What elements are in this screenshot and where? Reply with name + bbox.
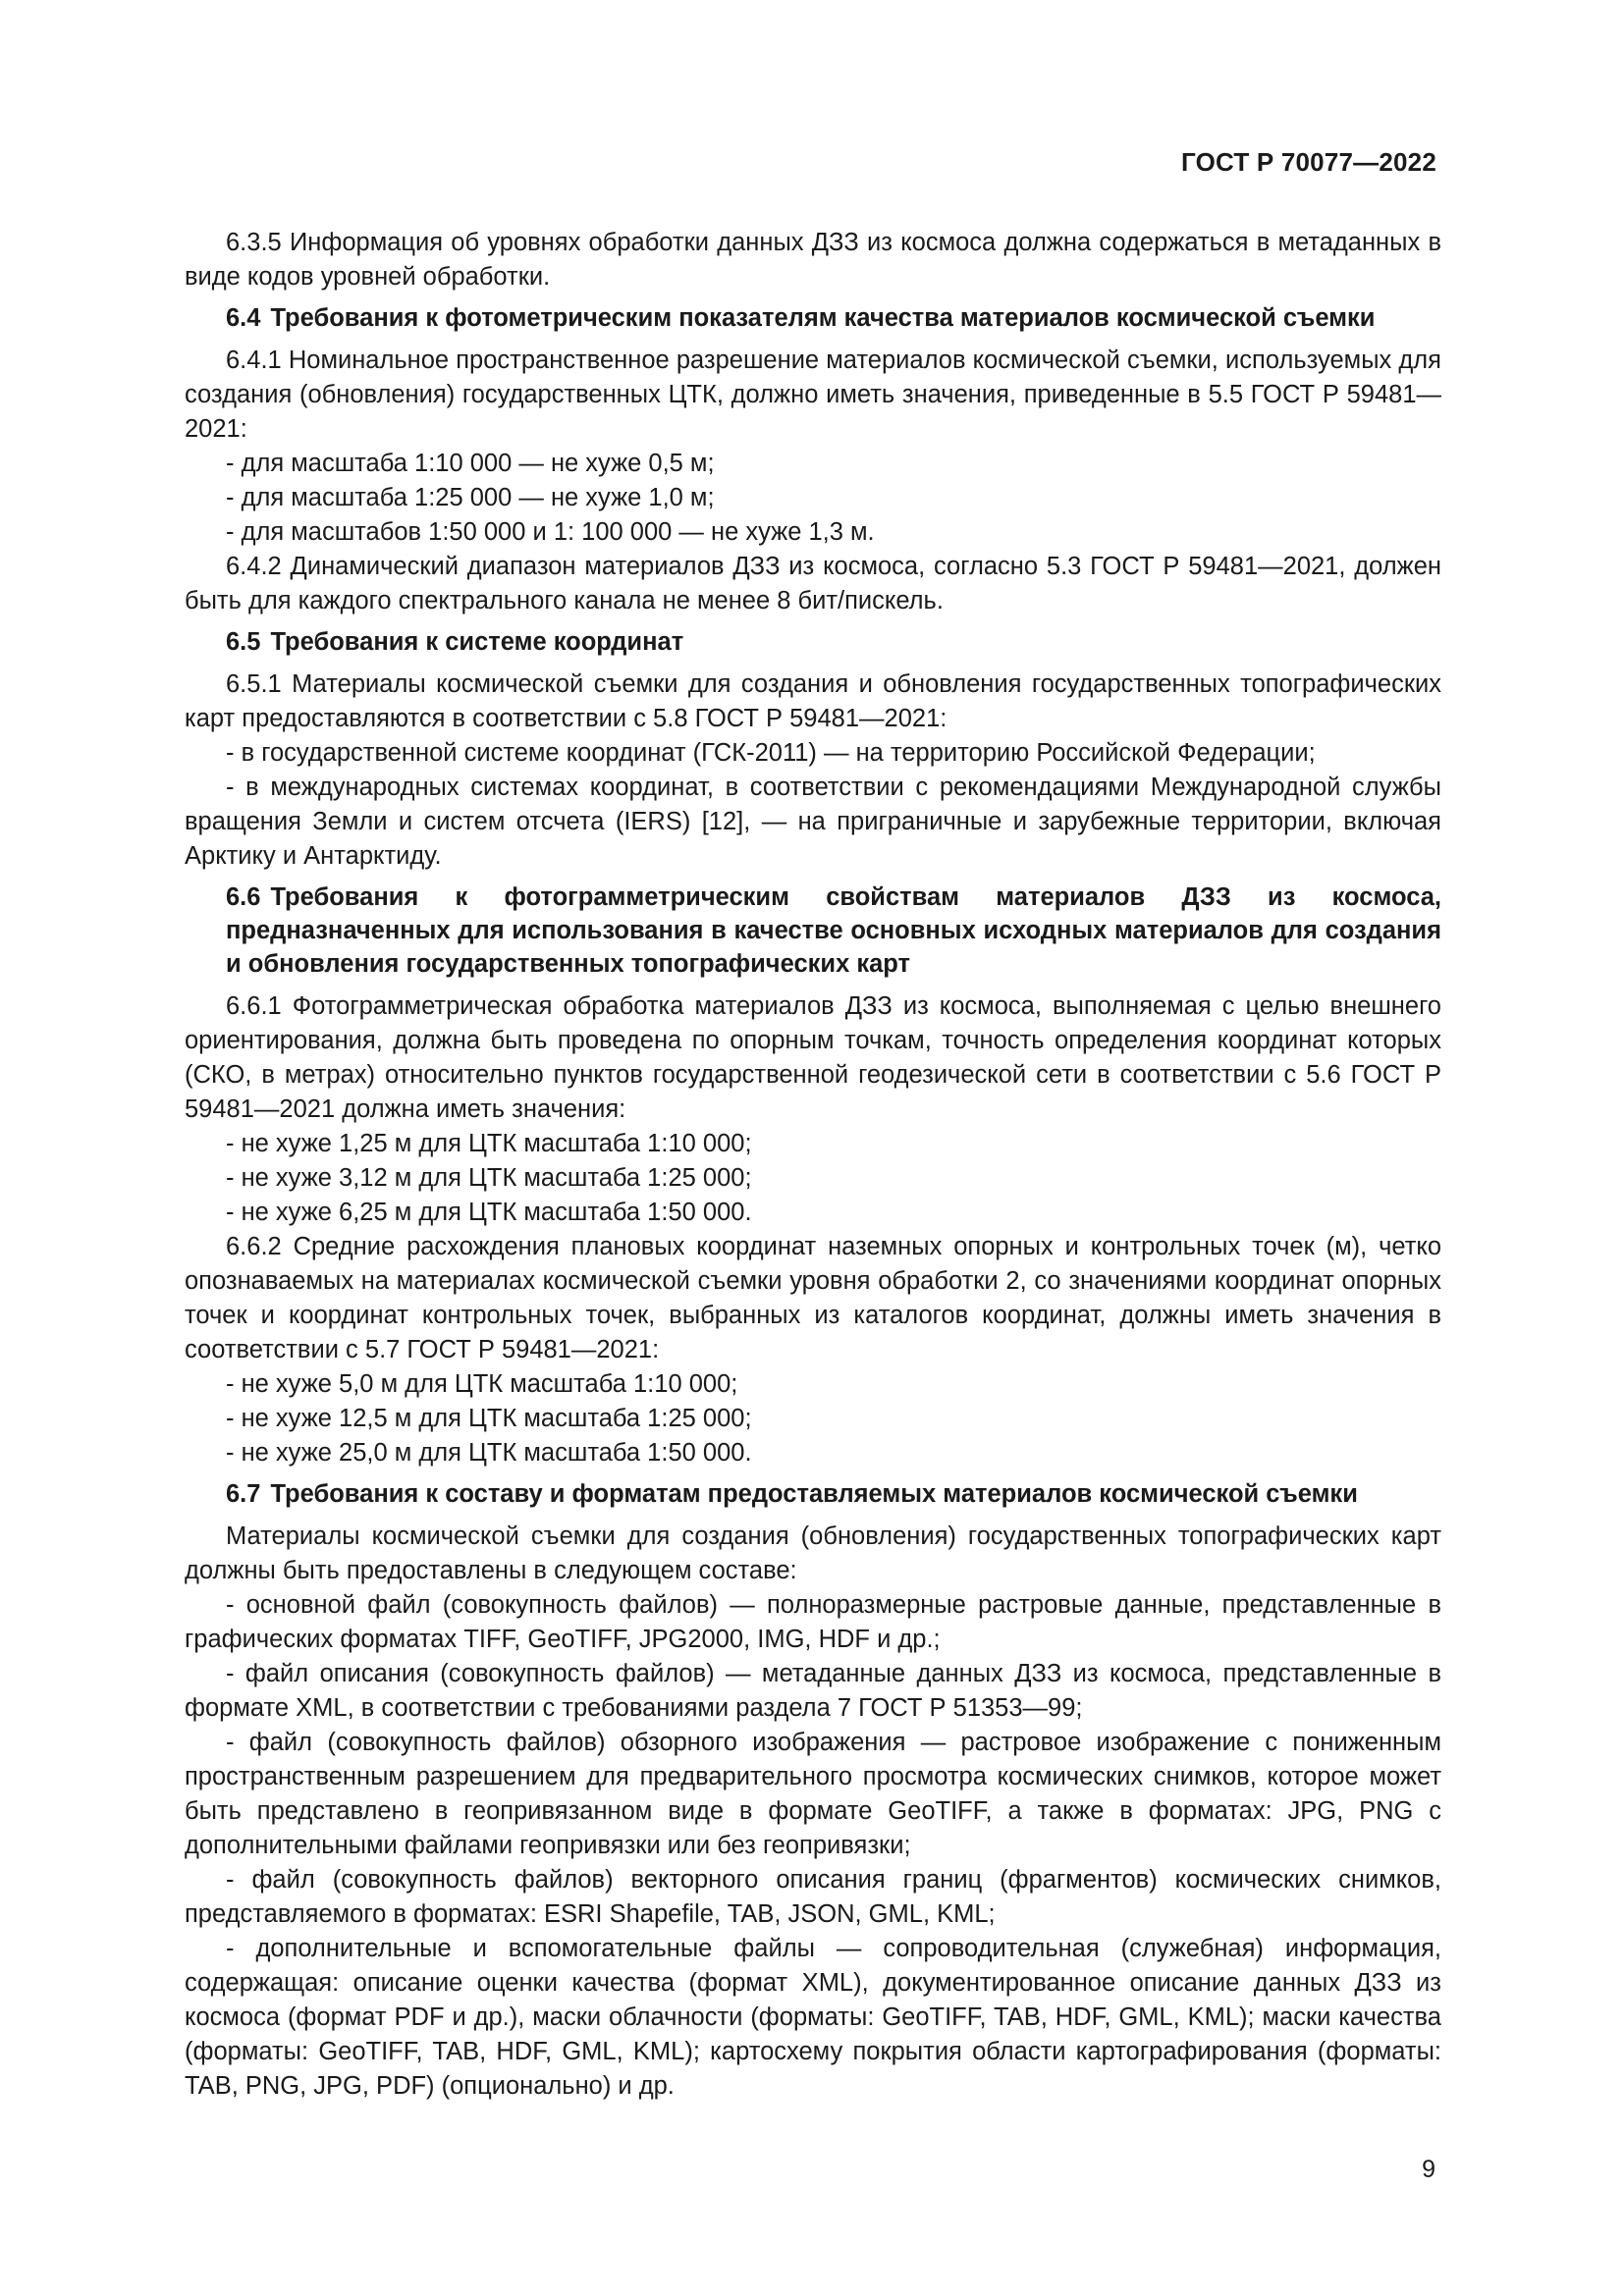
section-heading-6-7 [185, 1477, 1441, 1511]
section-title: Требования к системе координат [270, 628, 684, 656]
section-title: Требования к составу и форматам предоставляемых материалов космической съемки [270, 1480, 1358, 1508]
list-item: - файл (совокупность файлов) обзорного изображения — растровое изображение с пониженным пространственным разрешением для предварительного просмотра космических снимков, которое может быть представлено в геопривязанном виде в формате GeoTIFF, а также в форматах: JPG, PNG с дополнительными файлами геопривязки или без геопривязки; [185, 1729, 1441, 1859]
section-number: 6.7 [226, 1480, 261, 1508]
list-item: - не хуже 25,0 м для ЦТК масштаба 1:50 000. [226, 1439, 752, 1467]
section-number: 6.4 [226, 304, 261, 332]
document-body [185, 226, 1441, 2104]
list-item: - файл описания (совокупность файлов) — метаданные данных ДЗЗ из космоса, представленные в формате XML, в соответствии с требованиями раздела 7 ГОСТ Р 51353—99; [185, 1660, 1441, 1722]
list-item: - не хуже 6,25 м для ЦТК масштаба 1:50 000. [226, 1199, 752, 1226]
paragraph-6-4-2: 6.4.2 Динамический диапазон материалов ДЗЗ из космоса, согласно 5.3 ГОСТ Р 59481—2021, должен быть для каждого спектрального канала не менее 8 бит/пискель. [185, 553, 1441, 614]
section-title: Требования к фотометрическим показателям качества материалов космической съемки [270, 304, 1376, 332]
section-number: 6.6 [226, 883, 261, 911]
paragraph-6-4-1: 6.4.1 Номинальное пространственное разрешение материалов космической съемки, используемых для создания (обновления) государственных ЦТК, должно иметь значения, приведенные в 5.5 ГОСТ Р 59481—2021: [185, 347, 1441, 443]
paragraph-6-6-1: 6.6.1 Фотограмметрическая обработка материалов ДЗЗ из космоса, выполняемая с целью внешнего ориентирования, должна быть проведена по опорным точкам, точность определения координат которых (СКО, в метрах) относительно пунктов государственной геодезической сети в соответствии с 5.6 ГОСТ Р 59481—2021 должна иметь значения: [185, 992, 1441, 1123]
list-item: - основной файл (совокупность файлов) — полноразмерные растровые данные, представленные в графических форматах TIFF, GeoTIFF, JPG2000, IMG, HDF и др.; [185, 1591, 1441, 1653]
list-item: - в государственной системе координат (ГСК-2011) — на территорию Российской Федерации; [226, 739, 1316, 767]
section-heading-6-6 [185, 881, 1441, 981]
list-item: - не хуже 5,0 м для ЦТК масштаба 1:10 000; [226, 1370, 738, 1398]
list-item: - дополнительные и вспомогательные файлы — сопроводительная (служебная) информация, содержащая: описание оценки качества (формат XML), документированное описание данных ДЗЗ из космоса (формат PDF и др.), маски облачности (форматы: GeoTIFF, TAB, HDF, GML, KML); маски качества (форматы: GeoTIFF, TAB, HDF, GML, KML); картосхему покрытия области картографирования (форматы: TAB, PNG, JPG, PDF) (опционально) и др. [185, 1935, 1441, 2100]
list-item: - файл (совокупность файлов) векторного описания границ (фрагментов) космических снимков, представляемого в форматах: ESRI Shapefile, TAB, JSON, GML, KML; [185, 1866, 1441, 1928]
section-title: Требования к фотограмметрическим свойствам материалов ДЗЗ из космоса, предназначенных для использования в качестве основных исходных материалов для создания и обновления государственных топографических карт [226, 883, 1441, 978]
section-heading-6-5 [185, 625, 1441, 659]
section-heading-6-4 [185, 301, 1441, 335]
list-item: - для масштаба 1:10 000 — не хуже 0,5 м; [226, 450, 715, 477]
paragraph-6-3-5: 6.3.5 Информация об уровнях обработки данных ДЗЗ из космоса должна содержаться в метаданных в виде кодов уровней обработки. [185, 229, 1441, 291]
list-item: - для масштабов 1:50 000 и 1: 100 000 — не хуже 1,3 м. [226, 518, 875, 546]
list-item: - не хуже 12,5 м для ЦТК масштаба 1:25 000; [226, 1405, 752, 1432]
list-item: - не хуже 1,25 м для ЦТК масштаба 1:10 000; [226, 1130, 752, 1157]
document-header: ГОСТ Р 70077—2022 [1181, 147, 1436, 177]
paragraph-6-5-1: 6.5.1 Материалы космической съемки для создания и обновления государственных топографических карт предоставляются в соответствии с 5.8 ГОСТ Р 59481—2021: [185, 670, 1441, 732]
section-number: 6.5 [226, 628, 261, 656]
list-item: - в международных системах координат, в соответствии с рекомендациями Международной службы вращения Земли и систем отсчета (IERS) [12], — на приграничные и зарубежные территории, включая Арктику и Антарктиду. [185, 774, 1441, 870]
page-number: 9 [1422, 2156, 1435, 2183]
paragraph-6-7-intro: Материалы космической съемки для создания (обновления) государственных топографических карт должны быть предоставлены в следующем составе: [185, 1522, 1441, 1584]
paragraph-6-6-2: 6.6.2 Средние расхождения плановых координат наземных опорных и контрольных точек (м), четко опознаваемых на материалах космической съемки уровня обработки 2, со значениями координат опорных точек и координат контрольных точек, выбранных из каталогов координат, должны иметь значения в соответствии с 5.7 ГОСТ Р 59481—2021: [185, 1233, 1441, 1363]
list-item: - не хуже 3,12 м для ЦТК масштаба 1:25 000; [226, 1164, 752, 1192]
list-item: - для масштаба 1:25 000 — не хуже 1,0 м; [226, 484, 715, 511]
